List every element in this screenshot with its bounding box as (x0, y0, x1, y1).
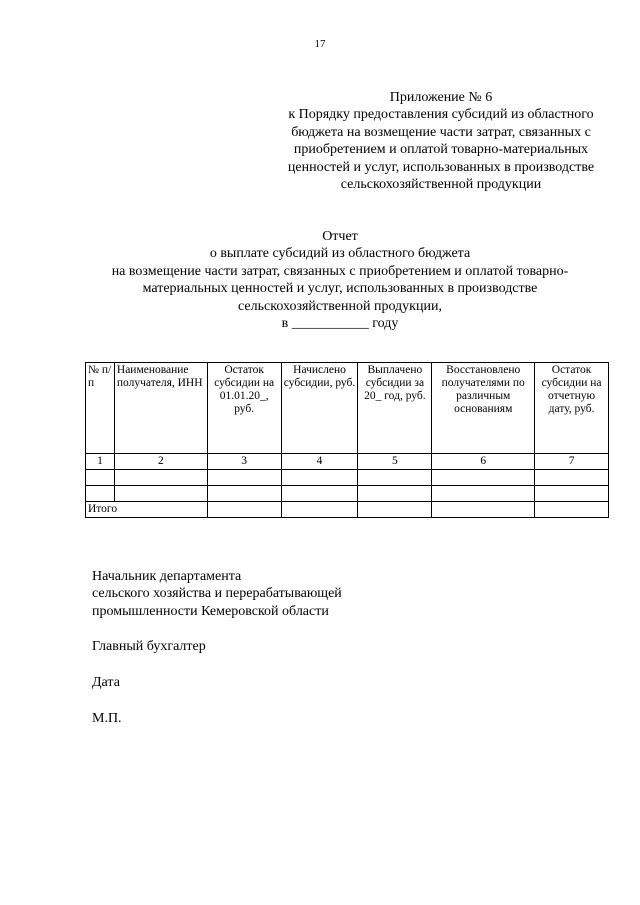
table-cell (281, 502, 358, 518)
column-number: 6 (432, 454, 535, 470)
head-signature-block (92, 568, 592, 620)
table-row (86, 486, 609, 502)
report-line: материальных ценностей и услуг, использованных в производстве (142, 281, 538, 297)
report-line: на возмещение части затрат, связанных с приобретением и оплатой товарно- (111, 263, 569, 279)
table-header-row (86, 363, 609, 454)
table-cell (358, 486, 432, 502)
stamp-label: М.П. (92, 711, 122, 726)
table-cell (207, 502, 281, 518)
report-line: о выплате субсидий из областного бюджета (209, 246, 471, 262)
table-cell (281, 470, 358, 486)
appendix-line: приобретением и оплатой товарно-материальных (293, 142, 589, 158)
column-number: 4 (281, 454, 358, 470)
table-cell (114, 486, 207, 502)
signature-line: Начальник департамента (92, 569, 242, 584)
accountant-label: Главный бухгалтер (92, 639, 206, 654)
header-cell: Остаток субсидии на отчетную дату, руб. (535, 363, 609, 454)
appendix-line: сельскохозяйственной продукции (340, 177, 542, 193)
table-cell (114, 470, 207, 486)
date-label: Дата (92, 675, 120, 690)
total-label: Итого (86, 502, 208, 518)
table-cell (535, 470, 609, 486)
appendix-line: ценностей и услуг, использованных в производстве (287, 159, 595, 175)
header-cell: Остаток субсидии на 01.01.20_, руб. (207, 363, 281, 454)
page-number: 17 (314, 38, 326, 50)
table-cell (535, 486, 609, 502)
header-cell: Наименование получателя, ИНН (114, 363, 207, 454)
total-row (86, 502, 609, 518)
column-number: 3 (207, 454, 281, 470)
appendix-title: Приложение № 6 (389, 90, 493, 105)
column-number-row (86, 454, 609, 470)
report-heading (60, 228, 620, 332)
table-row (86, 470, 609, 486)
table-cell (358, 502, 432, 518)
table-cell (432, 470, 535, 486)
report-line: сельскохозяйственной продукции, (238, 298, 442, 314)
report-line: в ___________ году (281, 316, 399, 332)
table-cell (432, 502, 535, 518)
table-cell (207, 470, 281, 486)
column-number: 2 (114, 454, 207, 470)
table-cell (358, 470, 432, 486)
header-cell: Выплачено субсидии за 20_ год, руб. (358, 363, 432, 454)
appendix-line: к Порядку предоставления субсидий из областного (288, 107, 594, 123)
table-cell (86, 470, 115, 486)
table-cell (535, 502, 609, 518)
table-cell (86, 486, 115, 502)
signature-line: сельского хозяйства и перерабатывающей (92, 586, 342, 602)
report-table (85, 362, 609, 518)
table-cell (281, 486, 358, 502)
header-cell: Начислено субсидии, руб. (281, 363, 358, 454)
report-title: Отчет (322, 229, 358, 244)
header-cell: Восстановлено получателями по различным основаниям (432, 363, 535, 454)
column-number: 7 (535, 454, 609, 470)
signature-line: промышленности Кемеровской области (92, 603, 329, 619)
column-number: 1 (86, 454, 115, 470)
header-cell: № п/п (86, 363, 115, 454)
table-cell (432, 486, 535, 502)
appendix-block (262, 89, 620, 193)
table-cell (207, 486, 281, 502)
appendix-line: бюджета на возмещение части затрат, связанных с (291, 124, 591, 140)
column-number: 5 (358, 454, 432, 470)
